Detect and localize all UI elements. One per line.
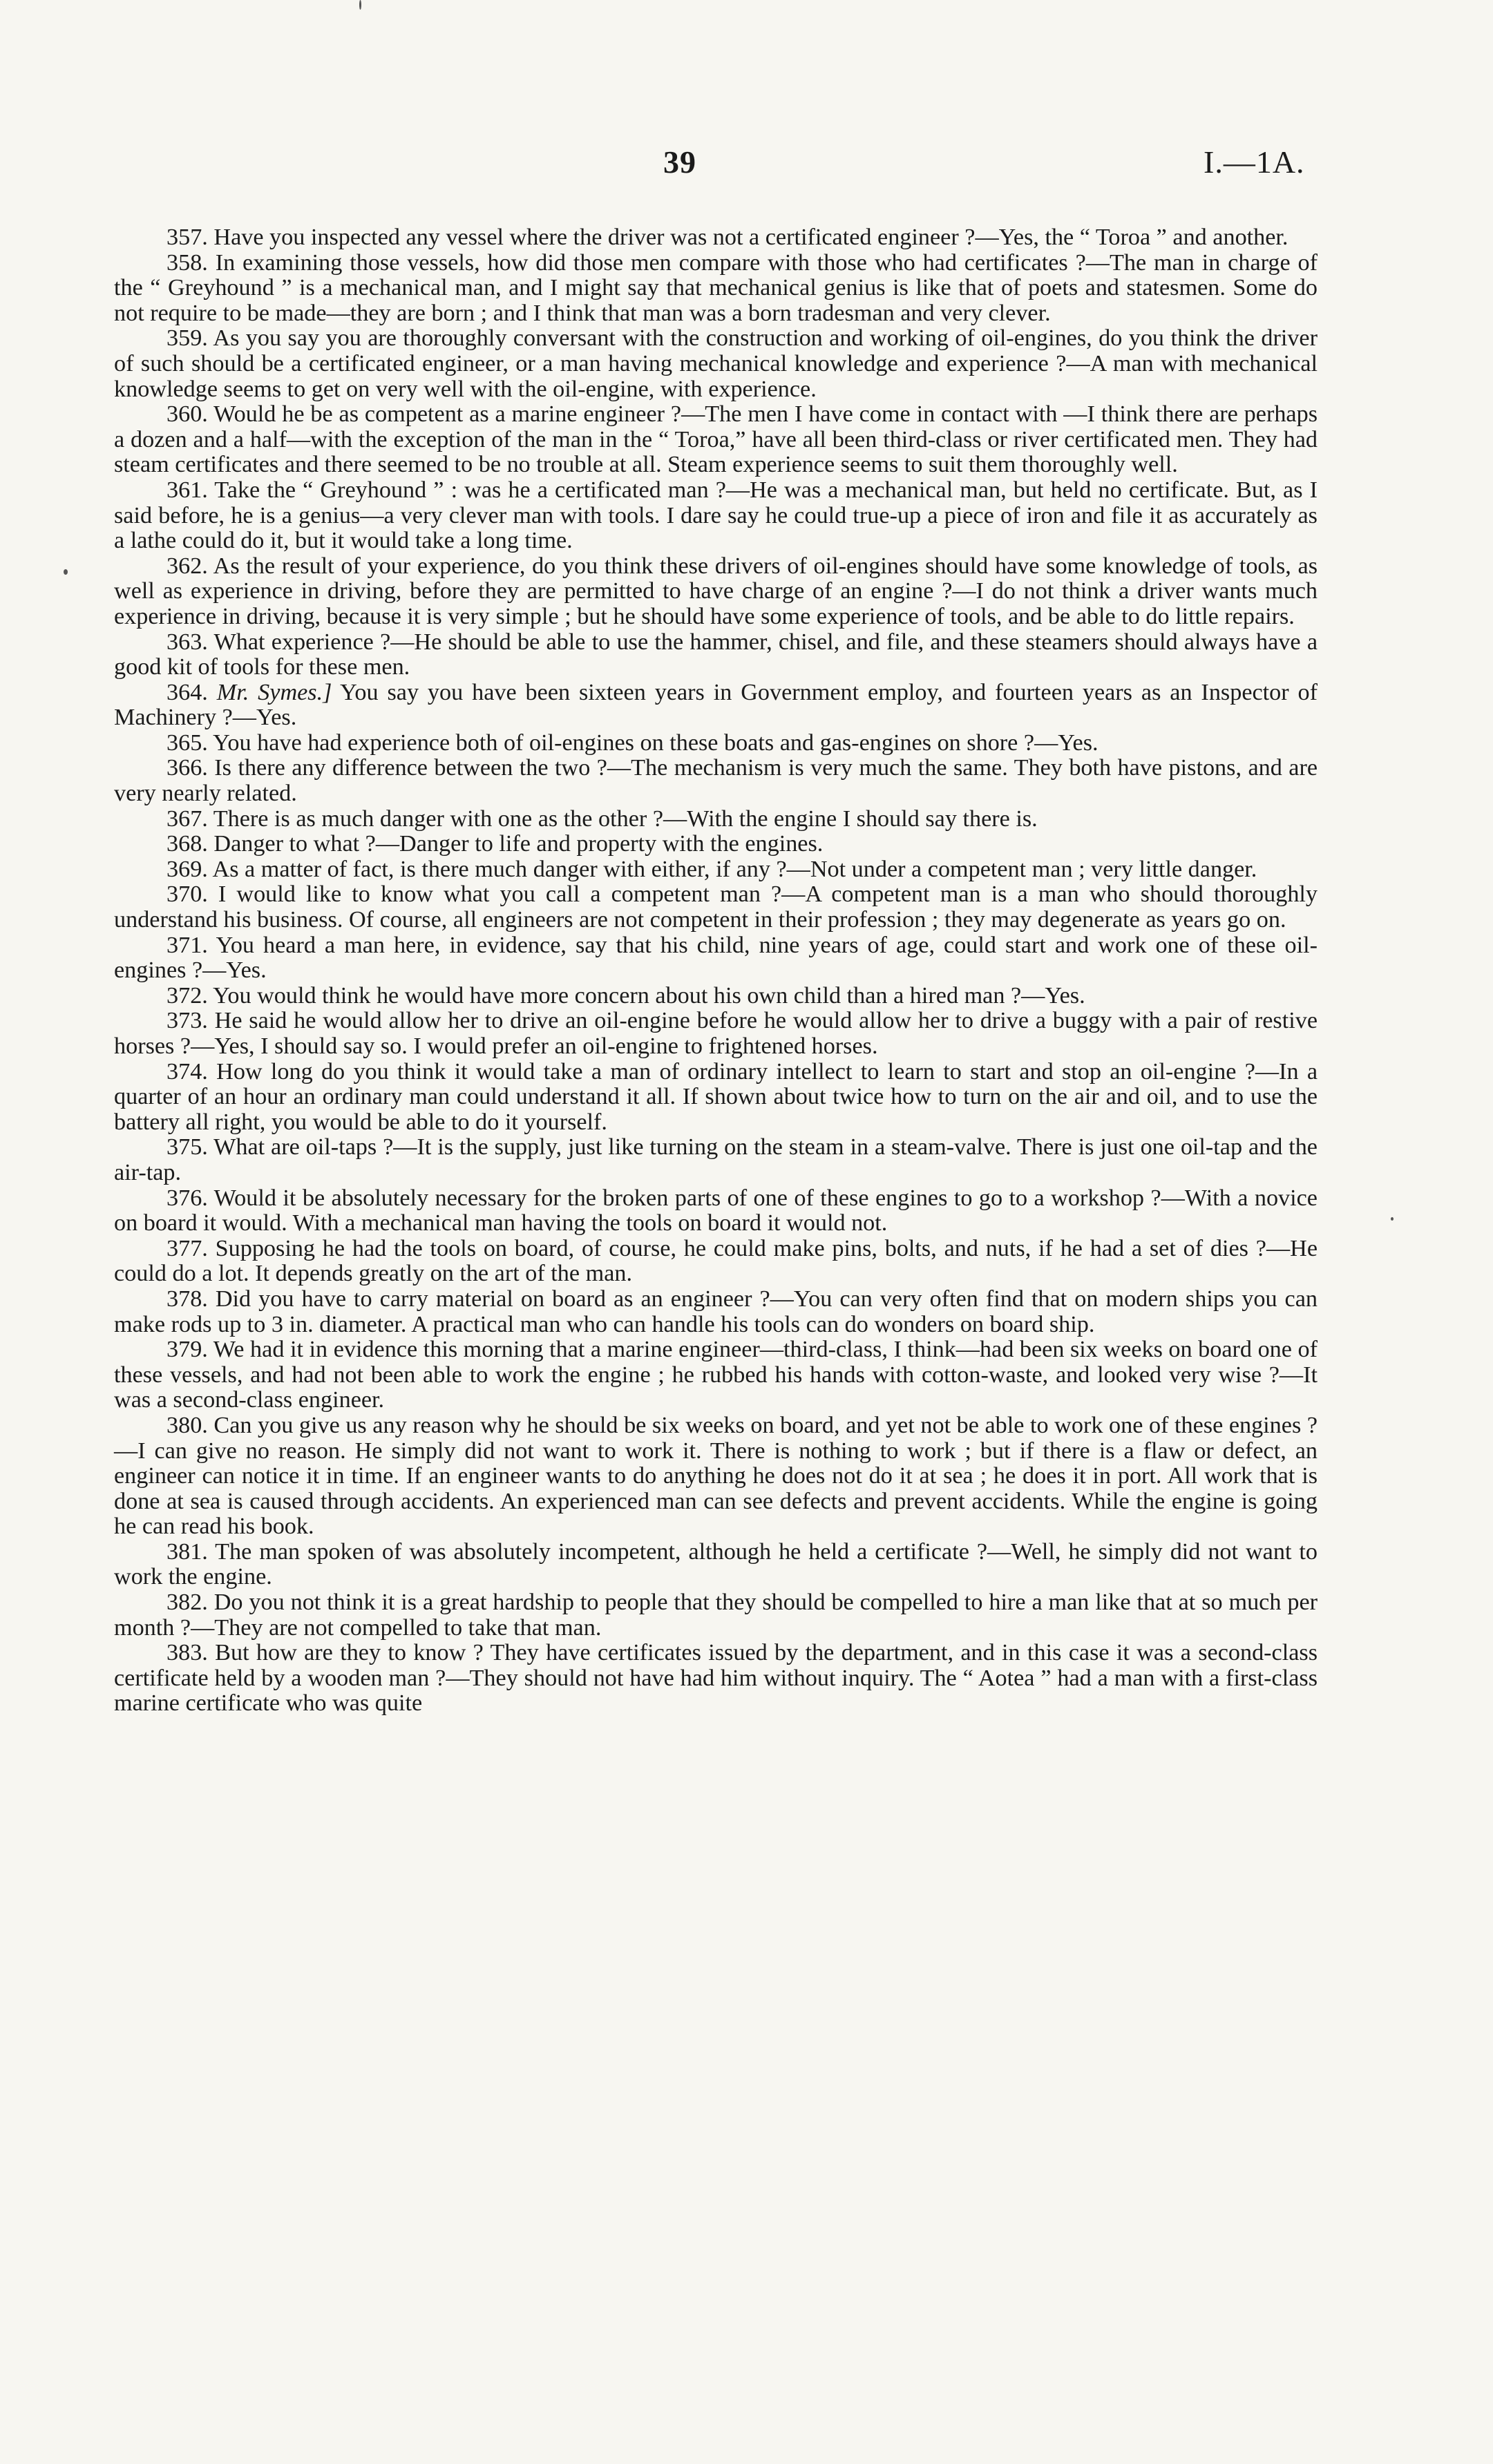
speaker-name: Mr. Symes.] [216,679,332,705]
print-speck [359,0,361,10]
question-number: 374. [167,1058,208,1085]
question-paragraph [114,326,1318,402]
question-number: 371. [167,932,208,958]
question-answer-text: There is as much danger with one as the other ?—With the engine I should say there is. [213,805,1038,832]
question-number: 375. [167,1134,208,1161]
question-paragraph [114,251,1318,327]
question-number: 376. [167,1185,208,1211]
evidence-body [114,225,1318,1717]
question-number: 369. [167,856,208,882]
question-paragraph [114,882,1318,933]
question-number: 380. [167,1412,208,1438]
question-paragraph [114,1540,1318,1590]
page-header [0,144,1493,192]
question-answer-text: Would he be as competent as a marine engineer ?—The men I have come in contact with —I think there are perhaps a dozen and a half—with the exception of the man in the “ Toroa,” have all been third-class or river certificated men. They had steam certificates and there seemed to be no trouble at all. Steam experience seems to suit them thoroughly well. [114,401,1318,478]
question-number: 372. [167,982,208,1009]
question-paragraph [114,1287,1318,1337]
question-paragraph [114,1135,1318,1185]
question-number: 370. [167,881,208,908]
question-paragraph [114,402,1318,478]
question-number: 357. [167,225,208,250]
question-number: 361. [167,477,208,503]
question-answer-text: As you say you are thoroughly conversant with the construction and working of oil-engines, do you think the driver of such should be a certificated engineer, or a man having mechanical knowledge and experience ?—A man with mechanical knowledge seems to get on very well with the oil-engine, with experience. [114,325,1318,402]
document-reference: I.—1A. [1204,144,1305,180]
question-number: 381. [167,1538,208,1565]
question-paragraph [114,1060,1318,1136]
question-number: 367. [167,805,208,832]
question-paragraph [114,1236,1318,1287]
print-speck [1391,1217,1394,1221]
question-paragraph [114,680,1318,731]
question-answer-text: I would like to know what you call a competent man ?—A competent man is a man who should thoroughly understand his business. Of course, all engineers are not competent in their profession ; they may degenerate as years go on. [114,881,1318,933]
page-number: 39 [663,144,696,180]
question-paragraph [114,225,1318,251]
question-answer-text: The man spoken of was absolutely incompetent, although he held a certificate ?—Well, he simply did not want to work the engine. [114,1538,1318,1590]
question-answer-text: Do you not think it is a great hardship to people that they should be compelled to hire a man like that at so much per month ?—They are not compelled to take that man. [114,1589,1318,1641]
question-answer-text: Take the “ Greyhound ” : was he a certificated man ?—He was a mechanical man, but held no certificate. But, as I said before, he is a genius—a very clever man with tools. I dare say he could true-up a piece of iron and file it as accurately as a lathe could do it, but it would take a long time. [114,477,1318,554]
question-number: 368. [167,831,208,857]
question-paragraph [114,1413,1318,1540]
question-answer-text: As the result of your experience, do you think these drivers of oil-engines should have some knowledge of tools, as well as experience in driving, before they are permitted to have charge of an engine ?—I do not think a driver wants much experience in driving, because it is very simple ; but he should have some experience of tools, and be able to do little repairs. [114,553,1318,629]
question-paragraph [114,1590,1318,1641]
question-number: 378. [167,1286,208,1312]
question-paragraph [114,554,1318,630]
question-answer-text: Have you inspected any vessel where the driver was not a certificated engineer ?—Yes, the “ Toroa ” and another. [213,225,1288,250]
question-answer-text: Danger to what ?—Danger to life and property with the engines. [213,831,824,857]
question-answer-text: You say you have been sixteen years in Government employ, and fourteen years as an Inspector of Machinery ?—Yes. [114,679,1318,731]
question-number: 364. [167,679,208,705]
question-paragraph [114,1009,1318,1059]
question-paragraph [114,807,1318,832]
question-number: 363. [167,629,208,655]
question-paragraph [114,1337,1318,1413]
question-number: 359. [167,325,208,352]
question-number: 373. [167,1008,208,1034]
question-paragraph [114,756,1318,806]
question-answer-text: You heard a man here, in evidence, say that his child, nine years of age, could start and work one of these oil-engines ?—Yes. [114,932,1318,984]
question-paragraph [114,630,1318,680]
question-number: 382. [167,1589,208,1616]
question-number: 362. [167,553,208,579]
question-paragraph [114,478,1318,554]
question-paragraph [114,984,1318,1009]
question-answer-text: He said he would allow her to drive an oil-engine before he would allow her to drive a buggy with a pair of restive horses ?—Yes, I should say so. I would prefer an oil-engine to frightened horses. [114,1008,1318,1059]
question-number: 379. [167,1337,208,1363]
question-number: 365. [167,729,208,756]
question-answer-text: What experience ?—He should be able to use the hammer, chisel, and file, and these steamers should always have a good kit of tools for these men. [114,629,1318,680]
question-answer-text: Can you give us any reason why he should be six weeks on board, and yet not be able to work one of these engines ?—I can give no reason. He simply did not want to work it. There is nothing to work ; but if there is a flaw or defect, an engineer can notice it in time. If an engineer wants to do anything he does not do it at sea ; he does it in port. All work that is done at sea is caused through accidents. An experienced man can see defects and prevent accidents. While the engine is going he can read his book. [114,1412,1318,1540]
question-number: 358. [167,249,208,276]
question-answer-text: How long do you think it would take a man of ordinary intellect to learn to start and stop an oil-engine ?—In a quarter of an hour an ordinary man could understand it all. If shown about twice how to turn on the air and oil, and to use the battery all right, you would be able to do it yourself. [114,1058,1318,1135]
question-answer-text: Would it be absolutely necessary for the broken parts of one of these engines to go to a workshop ?—With a novice on board it would. With a mechanical man having the tools on board it would not. [114,1185,1318,1236]
question-answer-text: Supposing he had the tools on board, of course, he could make pins, bolts, and nuts, if he had a set of dies ?—He could do a lot. It depends greatly on the art of the man. [114,1235,1318,1287]
question-paragraph [114,731,1318,756]
question-number: 360. [167,401,208,428]
question-answer-text: You would think he would have more concern about his own child than a hired man ?—Yes. [213,982,1085,1009]
question-paragraph [114,933,1318,984]
question-answer-text: We had it in evidence this morning that a marine engineer—third-class, I think—had been six weeks on board one of these vessels, and had not been able to work the engine ; he rubbed his hands with cotton-waste, and looked very wise ?—It was a second-class engineer. [114,1337,1318,1413]
question-number: 366. [167,755,208,781]
print-speck [64,569,68,575]
question-number: 377. [167,1235,208,1261]
question-answer-text: In examining those vessels, how did those men compare with those who had certificates ?—The man in charge of the “ Greyhound ” is a mechanical man, and I might say that mechanical genius is like that of poets and statesmen. Some do not require to be made—they are born ; and I think that man was a born tradesman and very clever. [114,249,1318,326]
question-answer-text: But how are they to know ? They have certificates issued by the department, and in this case it was a second-class certificate held by a wooden man ?—They should not have had him without inquiry. The “ Aotea ” had a man with a first-class marine certificate who was quite [114,1640,1318,1717]
question-number: 383. [167,1640,208,1666]
question-answer-text: Is there any difference between the two ?—The mechanism is very much the same. They both have pistons, and are very nearly related. [114,755,1318,807]
question-paragraph [114,832,1318,857]
question-answer-text: Did you have to carry material on board as an engineer ?—You can very often find that on modern ships you can make rods up to 3 in. diameter. A practical man who can handle his tools can do wonders on board ship. [114,1286,1318,1337]
question-paragraph [114,857,1318,883]
question-answer-text: As a matter of fact, is there much danger with either, if any ?—Not under a competent man ; very little danger. [212,856,1257,882]
question-answer-text: What are oil-taps ?—It is the supply, just like turning on the steam in a steam-valve. There is just one oil-tap and the air-tap. [114,1134,1318,1185]
question-answer-text: You have had experience both of oil-engines on these boats and gas-engines on shore ?—Yes. [213,729,1099,756]
question-paragraph [114,1641,1318,1717]
question-paragraph [114,1186,1318,1236]
